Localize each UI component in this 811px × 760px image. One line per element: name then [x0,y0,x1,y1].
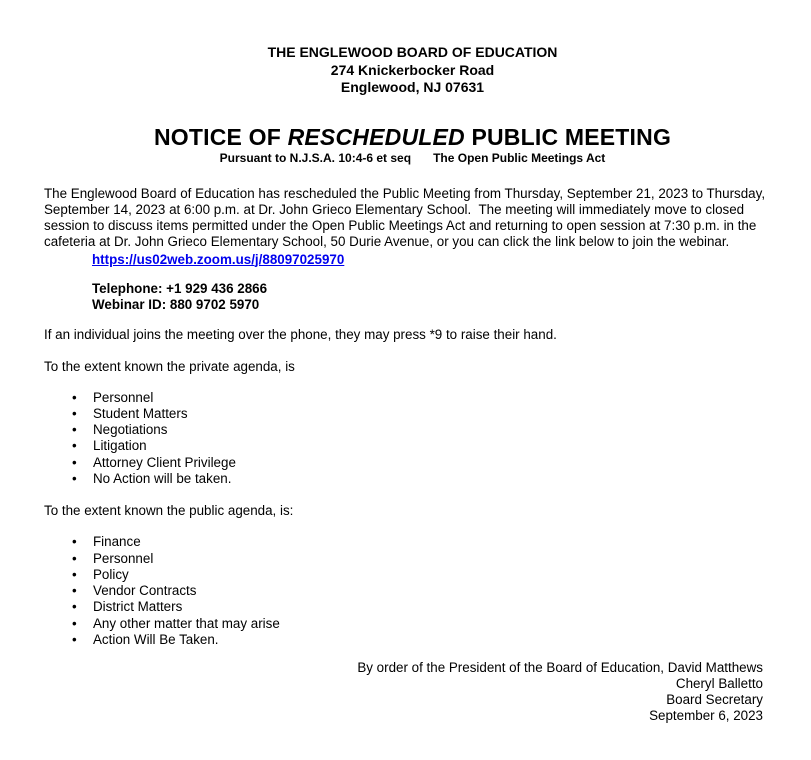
agenda-list-item: • Action Will Be Taken. [72,632,781,648]
page-subtitle [44,151,781,166]
agenda-list-item: • Any other matter that may arise [72,616,781,632]
public-agenda-heading: To the extent known the public agenda, is: [44,503,294,519]
agenda-list-item: • Litigation [72,438,781,454]
agenda-list-item: • Personnel [72,551,781,567]
webinar-link[interactable]: https://us02web.zoom.us/j/88097025970 [92,251,345,267]
webinar-id-line: Webinar ID: 880 9702 5970 [92,296,260,312]
signature-role: Board Secretary [666,692,763,708]
agenda-list-item: • Vendor Contracts [72,583,781,599]
subtitle-act: The Open Public Meetings Act [433,150,606,165]
address-line2: Englewood, NJ 07631 [340,79,485,95]
subtitle-statute: Pursuant to N.J.S.A. 10:4-6 et seq [219,150,412,165]
agenda-list-item: • Student Matters [72,406,781,422]
telephone-line: Telephone: +1 929 436 2866 [92,280,268,296]
agenda-list-item: • Negotiations [72,422,781,438]
intro-paragraph: The Englewood Board of Education has rescheduled the Public Meeting from Thursday, September 21, 2023 to Thursday, September 14, 2023 at 6:00 p.m. at Dr. John Grieco Elementary School. The meeting will immediately move to closed session to discuss items permitted under the Open Public Meetings Act and returning to open session at 7:30 p.m. in the cafeteria at Dr. John Grieco Elementary School, 50 Durie Avenue, or you can click the link below to join the webinar. [44,185,769,249]
private-agenda-heading: To the extent known the private agenda, is [44,358,295,374]
agenda-list-item: • Policy [72,567,781,583]
org-name: THE ENGLEWOOD BOARD OF EDUCATION [267,44,558,60]
title-prefix: NOTICE OF [153,123,288,150]
webinar-link-line [92,252,781,268]
private-agenda-list [44,390,781,488]
title-emphasized: RESCHEDULED [287,123,465,150]
agenda-list-item: • Finance [72,534,781,550]
letterhead [44,44,781,97]
signature-order-line: By order of the President of the Board of Education, David Matthews [357,660,763,676]
agenda-list-item: • District Matters [72,599,781,615]
address-line1: 274 Knickerbocker Road [330,61,495,78]
dial-in-block [92,281,781,313]
page-title [44,123,781,151]
signature-block [44,660,763,724]
phone-note: If an individual joins the meeting over the phone, they may press *9 to raise their hand. [44,326,557,342]
agenda-list-item: • No Action will be taken. [72,471,781,487]
title-suffix: PUBLIC MEETING [464,123,672,150]
agenda-list-item: • Attorney Client Privilege [72,455,781,471]
agenda-list-item: • Personnel [72,390,781,406]
public-agenda-list [44,534,781,648]
signature-name: Cheryl Balletto [675,676,763,692]
signature-date: September 6, 2023 [649,708,763,724]
